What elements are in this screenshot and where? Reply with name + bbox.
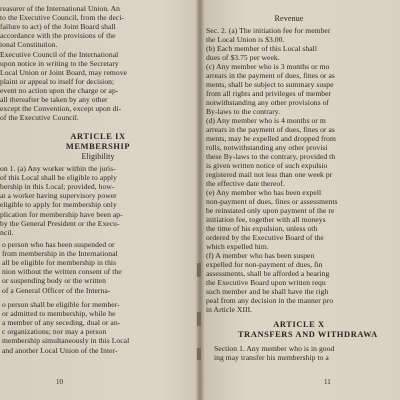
- text-line: (e) Any member who has been expell: [206, 188, 322, 197]
- text-line: ordered by the Executive Board of the: [206, 233, 324, 242]
- text-line: by the General President or the Execu-: [0, 218, 120, 228]
- staple: [197, 263, 201, 277]
- text-line: or admitted to membership, while he: [2, 309, 116, 319]
- article-x-title: TRANSFERS AND WITHDRAWA: [238, 330, 378, 339]
- text-line: ments, may be expelled and dropped from: [206, 134, 336, 143]
- text-line: expelled for non-payment of dues, fin: [206, 260, 323, 269]
- text-line: Sec. 2. (a) The initiation fee for member: [206, 26, 331, 35]
- text-line: peal from any decision in the manner pro: [206, 296, 334, 305]
- right-page: [204, 0, 400, 400]
- text-line: initiation fee, together with all moneys: [206, 215, 326, 224]
- text-line: of the Executive Council.: [0, 113, 79, 123]
- text-line: By-laws to the contrary.: [206, 107, 281, 116]
- text-line: from all rights and privileges of member: [206, 89, 332, 98]
- left-page: [0, 0, 196, 400]
- text-line: arrears in the payment of dues, fines or as: [206, 125, 335, 134]
- text-line: (b) Each member of this Local shall: [206, 44, 317, 53]
- text-line: (d) Any member who is 4 months or m: [206, 116, 326, 125]
- text-line: bership in this Local; provided, how-: [0, 182, 115, 192]
- text-line: o person shall be eligible for member-: [2, 300, 120, 309]
- text-line: ments, shall be subject to summary suspe: [206, 80, 334, 89]
- text-line: eligible to apply for membership only: [0, 200, 117, 210]
- text-line: the effective date thereof.: [206, 179, 285, 188]
- text-line: on 1. (a) Any worker within the juris-: [0, 164, 116, 173]
- text-line: nion without the written consent of the: [2, 267, 122, 277]
- text-line: these By-laws to the contrary, provided th: [206, 152, 336, 161]
- text-line: be reinstated only upon payment of the re: [206, 206, 335, 215]
- text-line: the Local Union is $3.00.: [206, 35, 285, 44]
- staple: [197, 312, 201, 326]
- text-line: in Article XIII.: [206, 305, 253, 314]
- text-line: which expelled him.: [206, 242, 269, 251]
- text-line: rolls, notwithstanding any other provisi: [206, 143, 328, 152]
- text-line: plaint or appeal to itself for decision;: [0, 76, 115, 86]
- text-line: (f) A member who has been suspen: [206, 251, 315, 260]
- article-ix-title: MEMBERSHIP: [65, 142, 131, 151]
- text-line: dues of $3.75 per week.: [206, 53, 280, 62]
- text-line: membership simultaneously in this Local: [2, 336, 130, 346]
- text-line: or suspending body or the written: [2, 276, 106, 286]
- revenue-heading: Revenue: [274, 14, 304, 23]
- text-line: is given written notice of such expulsio: [206, 161, 328, 170]
- text-line: non-payment of dues, fines or assessments: [206, 197, 338, 206]
- eligibility-heading: Eligibility: [81, 152, 115, 161]
- text-line: o person who has been suspended or: [2, 240, 115, 249]
- text-line: failure to act) of the Joint Board shall: [0, 22, 116, 32]
- text-line: (c) Any member who is 3 months or mo: [206, 62, 330, 71]
- text-line: ional Constitution.: [0, 40, 58, 50]
- text-line: ing may transfer his membership to a: [214, 353, 329, 363]
- text-line: Executive Council of the International: [0, 49, 119, 59]
- text-line: Section 1. Any member who is in good: [214, 344, 335, 353]
- text-line: reasurer of the International Union. An: [0, 4, 121, 13]
- text-line: ncil.: [0, 227, 14, 237]
- text-line: all be eligible for membership in this: [2, 258, 117, 268]
- text-line: all thereafter be taken by any other: [0, 95, 108, 104]
- text-line: event no action upon the charge or ap-: [0, 85, 119, 95]
- text-line: such member and he shall have the righ: [206, 287, 329, 296]
- text-line: arrears in the payment of dues, fines or as: [206, 71, 335, 80]
- article-ix-heading: ARTICLE IX: [70, 132, 126, 141]
- text-line: and another Local Union of the Inter-: [2, 345, 118, 355]
- text-line: except the Convention, except upon di-: [0, 104, 122, 114]
- text-line: a member of any seceding, dual or an-: [2, 318, 121, 328]
- text-line: plication for membership have been ap-: [0, 209, 123, 219]
- text-line: c organizations; nor may a person: [2, 327, 107, 337]
- text-line: of this Local shall be eligible to apply: [0, 173, 117, 183]
- text-line: accordance with the provisions of the: [0, 31, 116, 41]
- text-line: from membership in the International: [2, 249, 118, 259]
- staple: [197, 348, 201, 360]
- text-line: of a General Officer of the Interna-: [2, 285, 111, 295]
- text-line: Local Union or Joint Board, may remove: [0, 67, 127, 77]
- text-line: registered mail not less than one week pr: [206, 170, 333, 179]
- article-x-heading: ARTICLE X: [273, 320, 325, 329]
- page-number-left: 10: [56, 378, 63, 386]
- text-line: to the Executive Council, from the deci-: [0, 13, 125, 23]
- page-number-right: 11: [324, 378, 331, 386]
- text-line: assessments, shall be afforded a hearing: [206, 269, 330, 278]
- text-line: at a worker having supervisory power: [0, 191, 117, 201]
- text-line: upon notice in writing to the Secretary: [0, 58, 119, 68]
- text-line: notwithstanding any other provisions of: [206, 98, 330, 107]
- text-line: the Executive Board upon written requ: [206, 278, 326, 287]
- text-line: the time of his expulsion, unless oth: [206, 224, 318, 233]
